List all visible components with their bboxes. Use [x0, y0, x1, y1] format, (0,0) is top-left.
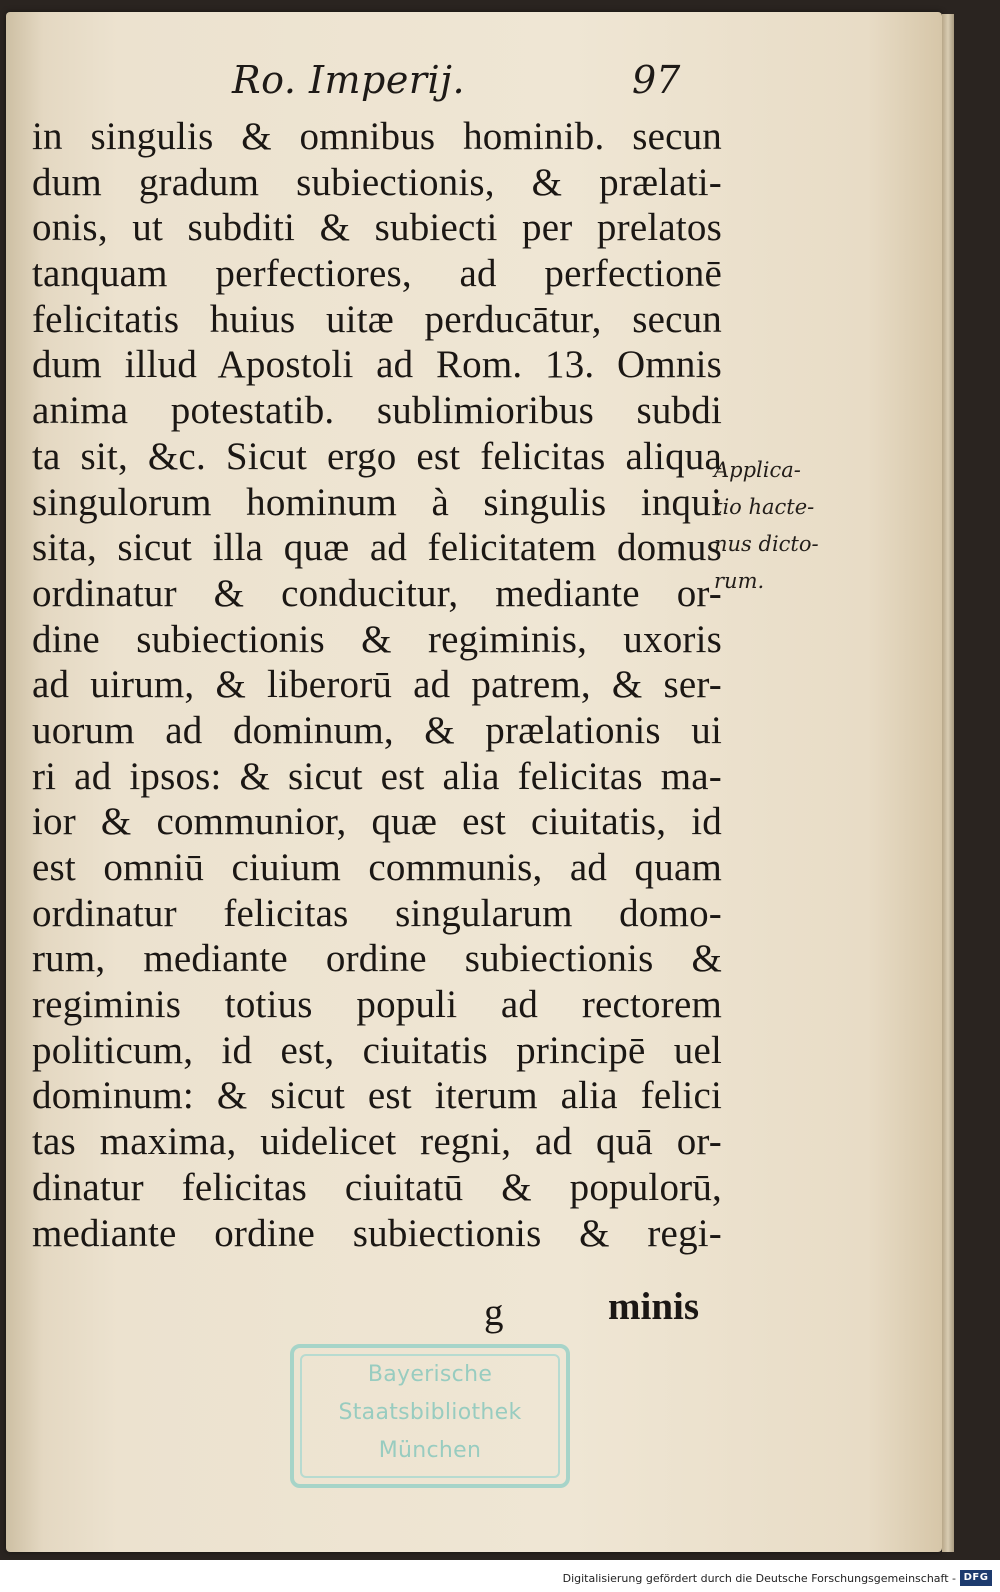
text-line: tanquam perfectiores, ad perfectionē [32, 252, 722, 296]
text-line: dinatur felicitas ciuitatū & populorū, [32, 1165, 722, 1209]
text-line: ordinatur & conducitur, mediante or- [32, 571, 722, 615]
stamp-line: Bayerische [367, 1362, 493, 1387]
marginal-note-line: Applica- [714, 458, 801, 482]
stamp-line: München [378, 1438, 482, 1463]
text-line: dominum: & sicut est iterum alia felici [32, 1074, 722, 1118]
text-line: dum gradum subiectionis, & prælati- [32, 160, 722, 204]
body-text [32, 114, 722, 1256]
text-line: ior & communior, quæ est ciuitatis, id [32, 800, 722, 844]
dfg-logo-icon: DFG [960, 1570, 992, 1586]
text-line: dine subiectionis & regiminis, uxoris [32, 617, 722, 661]
text-line: singulorum hominum à singulis inqui [32, 480, 722, 524]
text-line: tas maxima, uidelicet regni, ad quā or- [32, 1120, 722, 1164]
page-number: 97 [632, 58, 681, 102]
text-line: anima potestatib. sublimioribus subdi [32, 389, 722, 433]
running-head: Ro. Imperij. [232, 58, 466, 102]
signature-mark: g [484, 1291, 504, 1334]
text-line: in singulis & omnibus hominib. secun [32, 115, 722, 158]
library-stamp [290, 1344, 570, 1488]
text-line: onis, ut subditi & subiecti per prelatos [32, 206, 722, 250]
stamp-line: Staatsbibliothek [338, 1400, 522, 1425]
text-line: politicum, id est, ciuitatis principē uel [32, 1028, 722, 1072]
text-line: regiminis totius populi ad rectorem [32, 983, 722, 1027]
text-line: dum illud Apostoli ad Rom. 13. Omnis [32, 343, 722, 387]
text-line: ta sit, &c. Sicut ergo est felicitas aliqua [32, 434, 722, 478]
page-edge [942, 14, 954, 1552]
text-line: uorum ad dominum, & prælationis ui [32, 708, 722, 752]
text-line: ad uirum, & liberorū ad patrem, & ser- [32, 663, 722, 707]
text-line: ri ad ipsos: & sicut est alia felicitas ma- [32, 754, 722, 798]
text-line: sita, sicut illa quæ ad felicitatem domus [32, 526, 722, 570]
funding-credit: Digitalisierung gefördert durch die Deutsche Forschungsgemeinschaft - [562, 1572, 956, 1585]
catchword: minis [608, 1285, 700, 1328]
text-line: rum, mediante ordine subiectionis & [32, 937, 722, 981]
marginal-note-line: rum. [714, 569, 765, 593]
marginal-note-line: tio hacte- [714, 495, 815, 519]
text-line: ordinatur felicitas singularum domo- [32, 891, 722, 935]
marginal-note [714, 452, 844, 600]
marginal-note-line: nus dicto- [714, 532, 819, 556]
text-line: mediante ordine subiectionis & regi- [32, 1211, 722, 1255]
text-line: felicitatis huius uitæ perducātur, secun [32, 297, 722, 341]
text-line: est omniū ciuium communis, ad quam [32, 846, 722, 889]
